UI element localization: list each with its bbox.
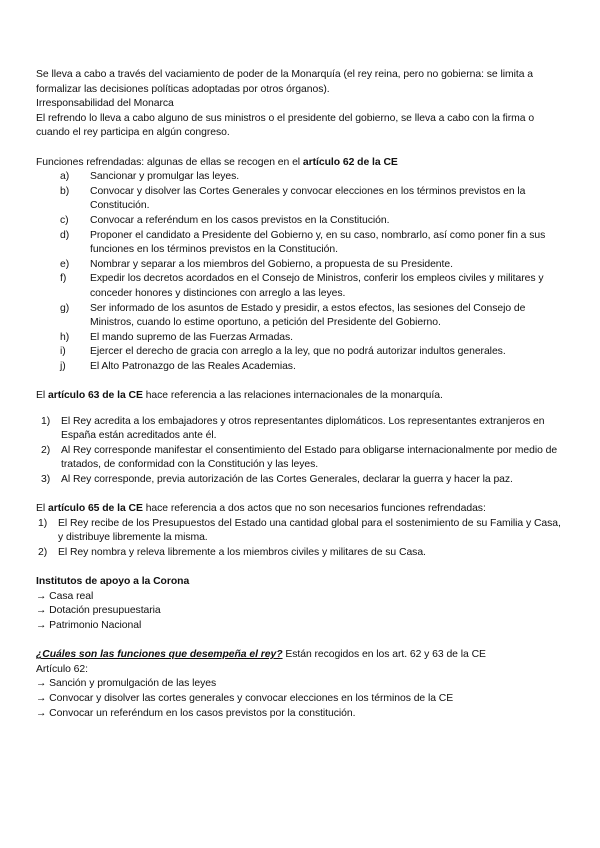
list-item bbox=[36, 345, 566, 360]
art65-pre: El bbox=[36, 503, 48, 515]
list-item-text: El mando supremo de las Fuerzas Armadas. bbox=[90, 331, 294, 343]
list-item-label: i) bbox=[60, 346, 66, 358]
art65-lead bbox=[36, 502, 566, 517]
art63-ref: artículo 63 de la CE bbox=[47, 390, 143, 402]
list-item-label: j) bbox=[60, 360, 66, 372]
art63-lead bbox=[36, 389, 566, 404]
list-item bbox=[36, 185, 566, 214]
list-item-text: Al Rey corresponde, previa autorización de las Cortes Generales, declarar la guerra y hacer la paz. bbox=[61, 474, 513, 486]
list-item-label: g) bbox=[60, 302, 70, 314]
list-item-label: h) bbox=[60, 331, 70, 343]
list-item-label: 1) bbox=[41, 415, 51, 427]
list-item-label: c) bbox=[60, 214, 69, 226]
list-item bbox=[36, 517, 566, 546]
art62-lead-text: Funciones refrendadas: algunas de ellas se recogen en el bbox=[36, 156, 303, 168]
list-item-label: 2) bbox=[38, 547, 48, 558]
list-item bbox=[36, 302, 566, 331]
art63-pre: El bbox=[36, 390, 48, 402]
list-item-label: 2) bbox=[41, 444, 51, 456]
list-item: → Sanción y promulgación de las leyes bbox=[36, 678, 217, 690]
art65-list bbox=[36, 517, 566, 561]
question-subheading: Artículo 62: bbox=[36, 663, 88, 675]
question-heading: ¿Cuáles son las funciones que desempeña el rey? bbox=[36, 649, 283, 661]
list-item-label: f) bbox=[60, 273, 67, 285]
intro-paragraph-2: Irresponsabilidad del Monarca bbox=[36, 98, 174, 110]
institutos-heading: Institutos de apoyo a la Corona bbox=[36, 576, 190, 588]
list-item-text: El Rey acredita a los embajadores y otros representantes diplomáticos. Los representantes extranjeros en España están acreditados ante él. bbox=[61, 415, 545, 442]
art65-post: hace referencia a dos actos que no son necesarios funciones refrendadas: bbox=[142, 503, 486, 515]
question-line bbox=[36, 648, 566, 663]
list-item-label: 1) bbox=[38, 517, 48, 529]
list-item-label: b) bbox=[60, 185, 70, 197]
list-item-label: a) bbox=[60, 171, 70, 183]
list-item-text: Al Rey corresponde manifestar el consentimiento del Estado para obligarse internacionalmente por medio de tratados, de conformidad con la Constitución y las leyes. bbox=[61, 444, 558, 471]
list-item-text: Ejercer el derecho de gracia con arreglo a la ley, que no podrá autorizar indultos generales. bbox=[90, 346, 506, 358]
art63-post: hace referencia a las relaciones internacionales de la monarquía. bbox=[142, 390, 443, 402]
list-item bbox=[36, 444, 566, 473]
list-item-text: Nombrar y separar a los miembros del Gobierno, a propuesta de su Presidente. bbox=[90, 258, 453, 270]
list-item-label: d) bbox=[60, 229, 70, 241]
art63-list bbox=[36, 415, 566, 488]
intro-paragraph-1: Se lleva a cabo a través del vaciamiento de poder de la Monarquía (el rey reina, pero no gobierna: se limita a formalizar las decisiones políticas adoptadas por otros órganos). bbox=[36, 69, 534, 95]
list-item-label: e) bbox=[60, 258, 70, 270]
art65-ref: artículo 65 de la CE bbox=[47, 503, 143, 515]
list-item-label: 3) bbox=[41, 474, 51, 486]
list-item bbox=[36, 229, 566, 258]
question-answer: Están recogidos en los art. 62 y 63 de la CE bbox=[282, 649, 486, 661]
list-item bbox=[36, 214, 566, 229]
list-item-text: Proponer el candidato a Presidente del Gobierno y, en su caso, nombrarlo, así como poner fin a sus funciones en los términos previstos en la Constitución. bbox=[90, 229, 546, 256]
list-item-text: Convocar a referéndum en los casos previstos en la Constitución. bbox=[90, 214, 390, 226]
list-item bbox=[36, 258, 566, 273]
list-item-text: El Rey recibe de los Presupuestos del Estado una cantidad global para el sostenimiento de su Familia y Casa, y distribuye libremente la misma. bbox=[58, 517, 561, 544]
list-item-text: Convocar y disolver las Cortes Generales y convocar elecciones en los términos previstos en la Constitución. bbox=[90, 185, 526, 212]
list-item-text: Sancionar y promulgar las leyes. bbox=[90, 171, 240, 183]
list-item bbox=[36, 331, 566, 346]
intro-paragraph-3: El refrendo lo lleva a cabo alguno de sus ministros o el presidente del gobierno, se lleva a cabo con la firma o cuando el rey participa en algún congreso. bbox=[36, 112, 535, 139]
art62-lead bbox=[36, 156, 566, 171]
list-item-text: El Rey nombra y releva libremente a los miembros civiles y militares de su Casa. bbox=[58, 547, 426, 558]
list-item: → Patrimonio Nacional bbox=[36, 619, 142, 631]
list-item-text: Ser informado de los asuntos de Estado y presidir, a estos efectos, las sesiones del Consejo de Ministros, cuando lo estime oportuno, a petición del Presidente del Gobierno. bbox=[90, 302, 526, 329]
art62-ref: artículo 62 de la CE bbox=[302, 156, 398, 168]
list-item-text: El Alto Patronazgo de las Reales Academias. bbox=[90, 360, 296, 372]
list-item: → Dotación presupuestaria bbox=[36, 605, 161, 617]
list-item bbox=[36, 473, 566, 488]
list-item: → Casa real bbox=[36, 590, 94, 602]
art62-list bbox=[36, 170, 566, 374]
list-item-text: Expedir los decretos acordados en el Consejo de Ministros, conferir los empleos civiles y militares y conceder honores y distinciones con arreglo a las leyes. bbox=[90, 273, 544, 299]
institutos-title bbox=[36, 575, 566, 590]
list-item bbox=[36, 415, 566, 444]
list-item: → Convocar un referéndum en los casos previstos por la constitución. bbox=[36, 707, 356, 719]
document-page bbox=[36, 68, 566, 721]
list-item bbox=[36, 272, 566, 301]
list-item bbox=[36, 360, 566, 375]
list-item: → Convocar y disolver las cortes generales y convocar elecciones en los términos de la CE bbox=[36, 692, 454, 704]
list-item bbox=[36, 170, 566, 185]
list-item bbox=[36, 546, 566, 561]
